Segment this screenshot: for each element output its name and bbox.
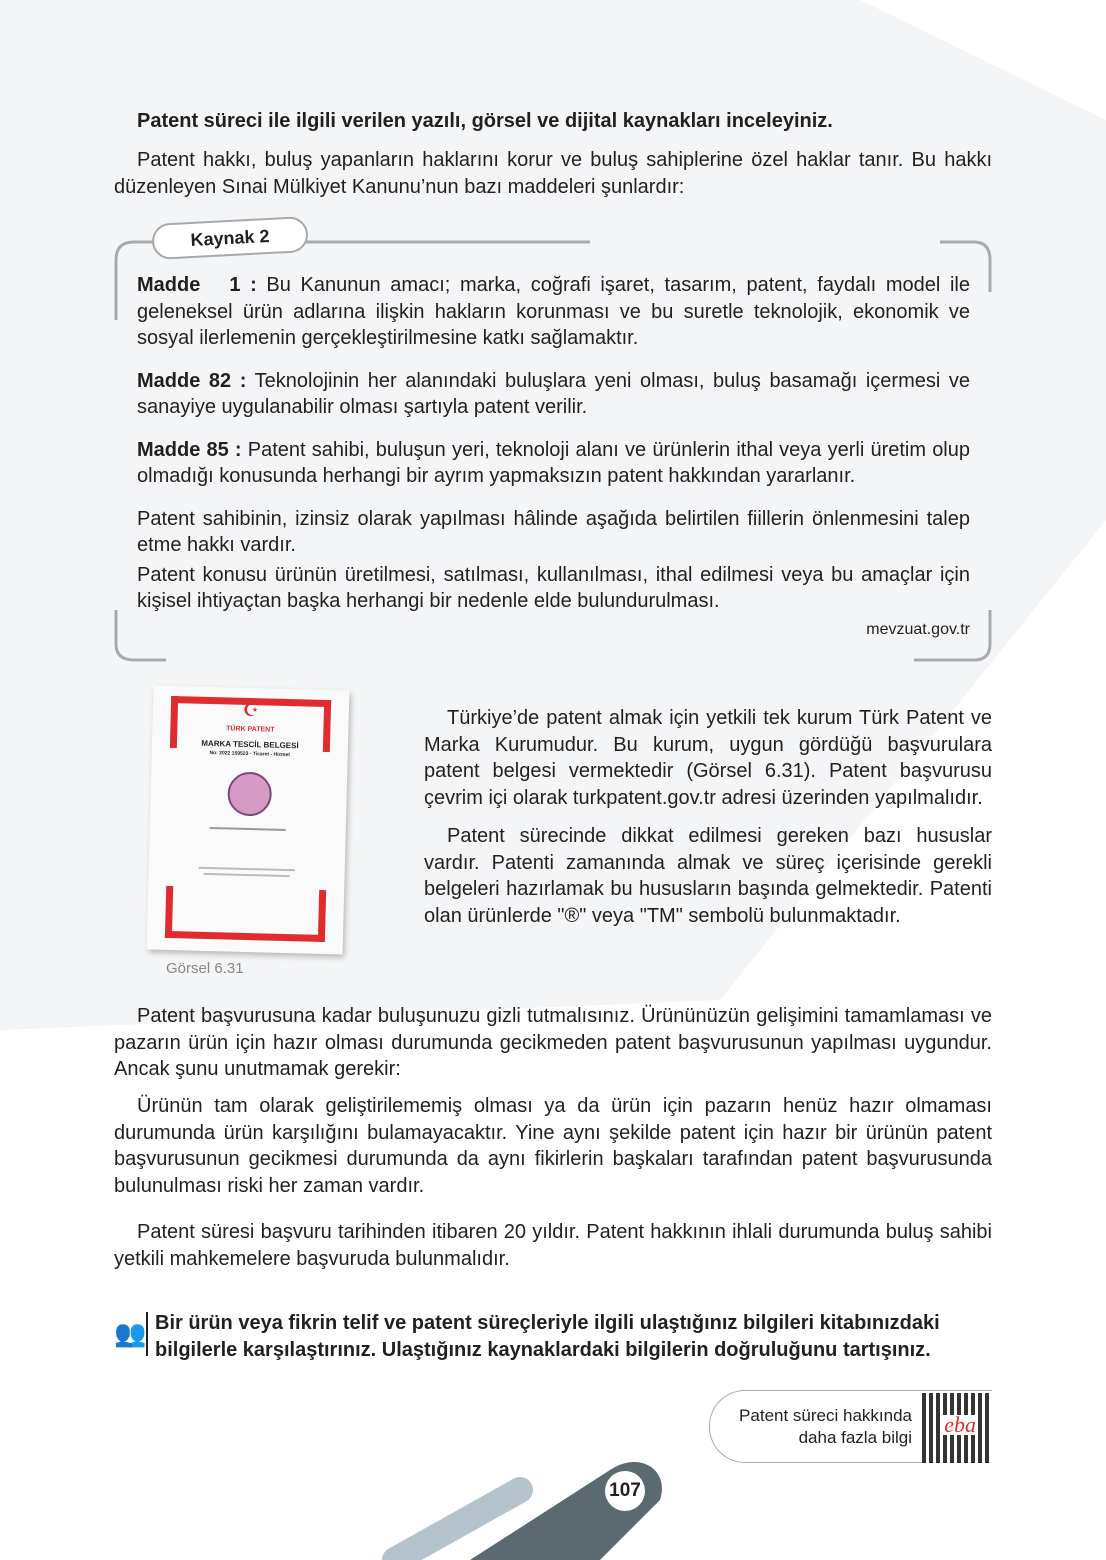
paragraph-5: Patent süresi başvuru tarihinden itibaren 20 yıldır. Patent hakkının ihlali durumunda buluş sahibi yetkili mahkemelere başvuruda bulunmalıdır.: [114, 1221, 992, 1270]
article-label: Madde 1 :: [137, 274, 257, 296]
certificate-logo: TÜRK PATENT: [226, 725, 275, 734]
certificate-title: MARKA TESCİL BELGESİ: [201, 738, 299, 751]
intro-paragraph: Patent hakkı, buluş yapanların haklarını korur ve buluş sahiplerine özel haklar tanır. Bu hakkı düzenleyen Sınai Mülkiyet Kanunu’nun bazı maddeleri şunlardır:: [114, 149, 992, 198]
article-text: Teknolojinin her alanındaki buluşlara yeni olması, buluş basamağı içermesi ve sanayiye uygulanabilir olması şartıyla patent verilir.: [137, 369, 971, 418]
article-text: Patent sahibi, buluşun yeri, teknoloji alanı ve ürünlerin ithal veya yerli üretim olup olmadığı konusunda herhangi bir ayrım yapmaksızın patent hakkından yararlanır.: [137, 438, 971, 487]
group-activity: Bir ürün veya fikrin telif ve patent süreçleriyle ilgili ulaştığınız bilgileri kitabınızdaki bilgilerle karşılaştırınız. Ulaştığınız kaynaklardaki bilgilerin doğruluğunu tartışınız.: [155, 1312, 940, 1361]
article-82: [137, 368, 970, 421]
seal-icon: ☪: [242, 699, 260, 721]
figure-caption: Görsel 6.31: [166, 960, 244, 977]
article-label: Madde 85 :: [137, 438, 242, 461]
source-citation: mevzuat.gov.tr: [866, 620, 970, 638]
paragraph-3: Patent başvurusuna kadar buluşunuzu gizli tutmalısınız. Ürününüzün gelişimini tamamlaması ve pazarın ürün için hazır olması durumunda gecikmeden patent başvurusunun yapılması uygundur. Ancak şunu unutmamak gerekir:: [114, 1005, 992, 1080]
side-paragraph-1: Türkiye’de patent almak için yetkili tek kurum Türk Patent ve Marka Kurumudur. Bu kurum, uygun gördüğü başvurulara patent belgesi vermektedir (Görsel 6.31). Patent başvurusu çevrim içi olarak turkpatent.gov.tr adresi üzerinden yapılmalıdır.: [424, 707, 992, 809]
source-tab: Kaynak 2: [151, 216, 309, 260]
qr-label: [739, 1405, 912, 1449]
side-text: [424, 705, 992, 929]
qr-label-line-1: Patent süreci hakkında: [739, 1406, 912, 1425]
certificate-number: No: 2022 159523 - Ticaret - Hizmet: [209, 749, 291, 759]
group-discussion-icon: 👥: [114, 1318, 147, 1348]
article-85: [137, 437, 970, 490]
activity-heading: Patent süreci ile ilgili verilen yazılı, görsel ve dijital kaynakları inceleyiniz.: [137, 110, 833, 132]
source-content: [137, 272, 970, 639]
page-number: 107: [605, 1471, 645, 1511]
paragraph-4: Ürünün tam olarak geliştirilememiş olması ya da ürün için pazarın henüz hazır olmaması durumunda ürün karşılığını bulamayacaktır. Yine aynı şekilde patent için hazır bir ürünün patent başvurusunun gecikmesi durumunda da aynı fikirlerin başkaları tarafından patent başvurusunda bulunulması riski her zaman vardır.: [114, 1095, 992, 1197]
eba-logo: eba: [944, 1412, 976, 1437]
patent-certificate-image: [147, 685, 350, 954]
source-extra-2: Patent konusu ürünün üretilmesi, satılması, kullanılması, ithal edilmesi veya bu amaçlar için kişisel ihtiyaçtan başka herhangi bir nedenle elde bulundurulması.: [137, 563, 970, 612]
source-extra-1: Patent sahibinin, izinsiz olarak yapılması hâlinde aşağıda belirtilen fiillerin önlenmesini talep etme hakkı vardır.: [137, 507, 970, 556]
qr-label-line-2: daha fazla bilgi: [798, 1428, 912, 1447]
divider: [146, 1312, 148, 1356]
article-label: Madde 82 :: [137, 369, 247, 392]
qr-info-box[interactable]: [709, 1390, 992, 1463]
brand-emblem: [227, 771, 272, 816]
article-text: Bu Kanunun amacı; marka, coğrafi işaret, tasarım, patent, faydalı model ile geleneksel ürün adlarına ilişkin hakların korunması ve bu suretle teknolojik, ekonomik ve sosyal ilerlemenin gerçekleştirilmesine katkı sağlamaktır.: [137, 274, 970, 349]
side-paragraph-2: Patent sürecinde dikkat edilmesi gereken bazı hususlar vardır. Patenti zamanında almak ve süreç içerisinde gerekli belgeleri hazırlamak bu hususların başında gelmektedir. Patenti olan ürünlerde "®" veya "TM" sembolü bulunmaktadır.: [424, 825, 992, 927]
article-1: [137, 272, 970, 352]
